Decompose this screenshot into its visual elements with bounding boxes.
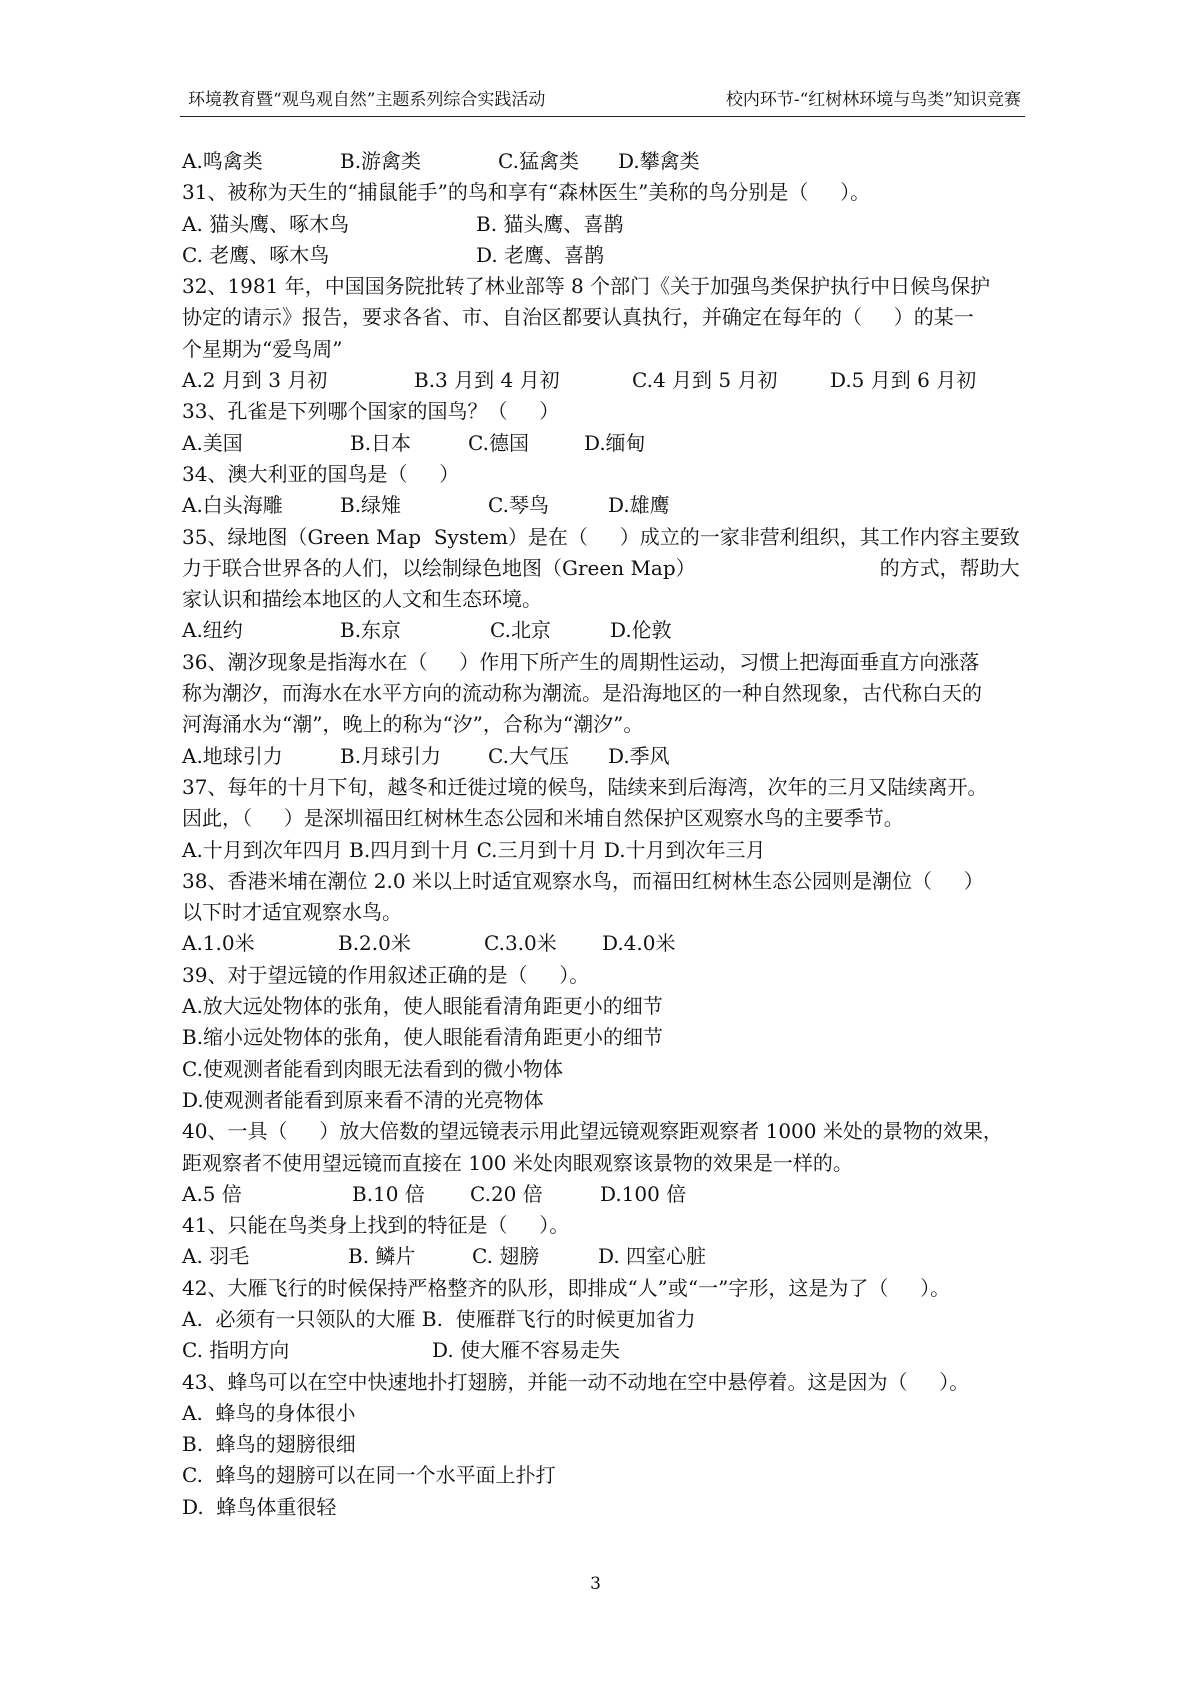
q34-option-a: A.白头海雕 (182, 493, 283, 518)
q38-option-c: C.3.0米 (484, 931, 557, 956)
q35-option-c: C.北京 (490, 618, 551, 643)
q31-option-a: A. 猫头鹰、啄木鸟 (182, 211, 350, 236)
q32-option-c: C.4 月到 5 月初 (632, 368, 778, 393)
q38-stem-line1: 38、香港米埔在潮位 2.0 米以上时适宜观察水鸟，而福田红树林生态公园则是潮位（ ） (182, 868, 984, 893)
q39-stem: 39、对于望远镜的作用叙述正确的是（ ）。 (182, 962, 590, 987)
q33-option-b: B.日本 (350, 430, 412, 455)
q30-option-a: A.鸣禽类 (182, 149, 263, 173)
q41-option-b: B. 鳞片 (348, 1244, 416, 1269)
q42-options-row1: A. 必须有一只领队的大雁 B. 使雁群飞行的时候更加省力 (182, 1306, 696, 1331)
q40-stem-line2: 距观察者不使用望远镜而直接在 100 米处肉眼观察该景物的效果是一样的。 (182, 1150, 853, 1175)
q33-option-d: D.缅甸 (584, 430, 646, 455)
q42-options-row2 (182, 1335, 1022, 1366)
q38-options (182, 928, 1022, 959)
q32-stem-line3: 个星期为“爱鸟周” (182, 336, 343, 361)
q36-options (182, 741, 1022, 772)
q30-option-c: C.猛禽类 (498, 149, 579, 173)
q39-option-b: B.缩小远处物体的张角，使人眼能看清角距更小的细节 (182, 1025, 664, 1050)
q43-option-c: C. 蜂鸟的翅膀可以在同一个水平面上扑打 (182, 1463, 556, 1488)
q32-stem-line1: 32、1981 年，中国国务院批转了林业部等 8 个部门《关于加强鸟类保护执行中日候鸟保护 (182, 274, 991, 299)
q31-stem: 31、被称为天生的“捕鼠能手”的鸟和享有“森林医生”美称的鸟分别是（ ）。 (182, 180, 871, 205)
q36-option-c: C.大气压 (488, 743, 569, 768)
q40-option-b: B.10 倍 (352, 1181, 425, 1206)
q40-option-a: A.5 倍 (182, 1181, 242, 1206)
q39-option-d: D.使观测者能看到原来看不清的光亮物体 (182, 1087, 544, 1112)
q38-option-d: D.4.0米 (602, 931, 676, 956)
q40-option-c: C.20 倍 (470, 1181, 543, 1206)
q38-option-a: A.1.0米 (182, 931, 255, 956)
q42-option-c: C. 指明方向 (182, 1338, 290, 1363)
page-header (180, 86, 1025, 117)
q32-option-d: D.5 月到 6 月初 (830, 368, 977, 393)
q36-option-a: A.地球引力 (182, 743, 283, 768)
q41-stem: 41、只能在鸟类身上找到的特征是（ ）。 (182, 1213, 570, 1238)
q39-option-c: C.使观测者能看到肉眼无法看到的微小物体 (182, 1056, 563, 1081)
q40-option-d: D.100 倍 (600, 1181, 687, 1206)
q31-option-b: B. 猫头鹰、喜鹊 (476, 211, 624, 236)
q36-stem-line3: 河海涌水为“潮”，晚上的称为“汐”，合称为“潮汐”。 (182, 712, 644, 737)
q36-stem-line2: 称为潮汐，而海水在水平方向的流动称为潮流。是沿海地区的一种自然现象，古代称白天的 (182, 681, 982, 706)
q33-stem: 33、孔雀是下列哪个国家的国鸟？（ ） (182, 399, 560, 424)
q38-option-b: B.2.0米 (338, 931, 411, 956)
q33-options (182, 428, 1022, 459)
q31-options-row2 (182, 240, 1022, 271)
q40-stem-line1: 40、一具（ ）放大倍数的望远镜表示用此望远镜观察距观察者 1000 米处的景物的效果， (182, 1119, 1003, 1144)
q41-options (182, 1241, 1022, 1272)
q34-option-c: C.琴鸟 (488, 493, 549, 518)
q35-stem-line2-part1: 力于联合世界各的人们，以绘制绿色地图（Green Map） (182, 555, 696, 580)
q43-option-a: A. 蜂鸟的身体很小 (182, 1400, 356, 1425)
q35-option-d: D.伦敦 (610, 618, 672, 643)
q36-option-d: D.季风 (608, 743, 670, 768)
q35-option-b: B.东京 (340, 618, 402, 643)
q33-option-a: A.美国 (182, 430, 243, 455)
q37-stem-line2: 因此，（ ）是深圳福田红树林生态公园和米埔自然保护区观察水鸟的主要季节。 (182, 806, 904, 831)
q34-options (182, 490, 1022, 521)
q35-options (182, 615, 1022, 646)
q35-stem-line1: 35、绿地图（Green Map System）是在（ ）成立的一家非营利组织，其工作内容主要致 (182, 524, 1020, 549)
q35-stem-line2 (182, 553, 1022, 584)
q37-stem-line1: 37、每年的十月下旬，越冬和迁徙过境的候鸟，陆续来到后海湾，次年的三月又陆续离开。 (182, 774, 988, 799)
q41-option-a: A. 羽毛 (182, 1244, 250, 1269)
q32-options (182, 365, 1022, 396)
q39-option-a: A.放大远处物体的张角，使人眼能看清角距更小的细节 (182, 994, 663, 1019)
question-list (182, 146, 1022, 1523)
q38-stem-line2: 以下时才适宜观察水鸟。 (182, 900, 402, 925)
q42-option-d: D. 使大雁不容易走失 (432, 1338, 621, 1363)
header-left-title: 环境教育暨“观鸟观自然”主题系列综合实践活动 (188, 90, 546, 110)
q30-option-b: B.游禽类 (340, 149, 422, 173)
q42-stem: 42、大雁飞行的时候保持严格整齐的队形，即排成“人”或“一”字形，这是为了（ ）。 (182, 1275, 951, 1300)
q40-options (182, 1179, 1022, 1210)
q34-option-b: B.绿雉 (340, 493, 402, 518)
q34-option-d: D.雄鹰 (608, 493, 670, 518)
q32-option-a: A.2 月到 3 月初 (182, 368, 328, 393)
q43-option-b: B. 蜂鸟的翅膀很细 (182, 1432, 356, 1457)
q35-stem-line3: 家认识和描绘本地区的人文和生态环境。 (182, 587, 542, 612)
q31-option-c: C. 老鹰、啄木鸟 (182, 242, 330, 267)
q30-options (182, 146, 1022, 177)
q34-stem: 34、澳大利亚的国鸟是（ ） (182, 461, 460, 486)
q35-option-a: A.纽约 (182, 618, 243, 643)
q43-option-d: D. 蜂鸟体重很轻 (182, 1494, 337, 1519)
header-right-title: 校内环节-“红树林环境与鸟类”知识竞赛 (725, 90, 1021, 110)
q31-options-row1 (182, 209, 1022, 240)
q31-option-d: D. 老鹰、喜鹊 (476, 242, 605, 267)
q37-options: A.十月到次年四月 B.四月到十月 C.三月到十月 D.十月到次年三月 (182, 837, 766, 862)
q35-stem-line2-part2: 的方式，帮助大 (879, 555, 1020, 580)
q41-option-c: C. 翅膀 (472, 1244, 540, 1269)
q30-option-d: D.攀禽类 (618, 149, 700, 173)
q43-stem: 43、蜂鸟可以在空中快速地扑打翅膀，并能一动不动地在空中悬停着。这是因为（ ）。 (182, 1369, 970, 1394)
q41-option-d: D. 四室心脏 (598, 1244, 707, 1269)
q32-stem-line2: 协定的请示》报告，要求各省、市、自治区都要认真执行，并确定在每年的（ ）的某一 (182, 305, 974, 330)
q33-option-c: C.德国 (468, 430, 529, 455)
q36-option-b: B.月球引力 (340, 743, 442, 768)
page-number: 3 (590, 1574, 601, 1594)
q32-option-b: B.3 月到 4 月初 (414, 368, 560, 393)
q36-stem-line1: 36、潮汐现象是指海水在（ ）作用下所产生的周期性运动，习惯上把海面垂直方向涨落 (182, 649, 980, 674)
